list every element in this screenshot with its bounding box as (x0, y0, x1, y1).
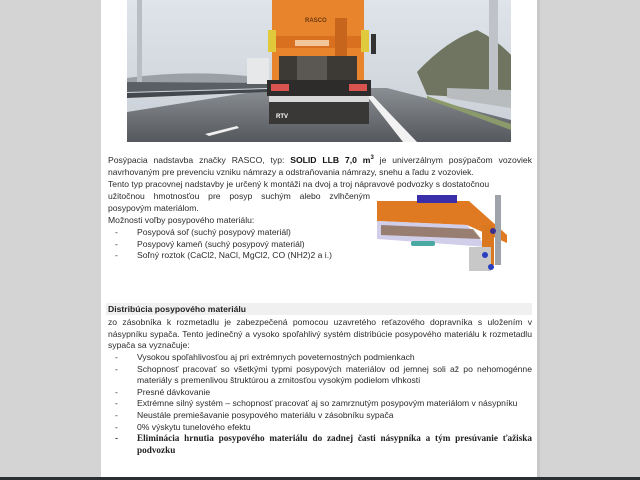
bullet-dash: - (115, 250, 118, 261)
bullet-dash: - (115, 421, 118, 432)
section-heading-distribution: Distribúcia posypového materiálu (106, 303, 532, 315)
list-item: - Neustále premiešavanie posypového materiálu v zásobníku sypača (115, 409, 394, 420)
distribution-features-list (115, 352, 532, 456)
bullet-dash: - (115, 398, 118, 409)
bullet-dash: - (115, 227, 118, 237)
bullet-dash: - (115, 386, 118, 397)
bullet-dash: - (115, 409, 118, 420)
list-item: - Schopnosť pracovať so všetkými typmi posypových materiálov od jemnej soli až po nehomogénne materiály s premenlivou štruktúrou a zrnitosťou vysokým podielom vlhkosti (115, 363, 532, 386)
intro-text-end: je univerzálnym posýpačom vozoviek navrhovaným pre prevenciu vzniku námrazy a odstraňovania námrazy, snehu a ľadu z vozoviek. (108, 155, 533, 177)
materials-heading: Možnosti voľby posypového materiálu: (108, 215, 255, 225)
list-item: - Vysokou spoľahlivosťou aj pri extrémnych poveternostných podmienkach (115, 352, 415, 362)
materials-list (115, 227, 375, 262)
brand-label: RASCO (305, 18, 327, 24)
plate-label: RTV (276, 114, 288, 120)
product-type: SOLID LLB 7,0 $m^3$ (290, 155, 374, 165)
list-item: - Extrémne silný systém – schopnosť pracovať aj so zamrznutým posypovým materiálom v násypníku (115, 398, 518, 409)
distribution-paragraph: zo zásobníka k rozmetadlu je zabezpečená pomocou uzavretého reťazového dopravníka s uložením v násypníku sypača. Tento jedinečný a vysoko spoľahlivý systém distribúcie posypového materiálu k rozmetadlu sypača sa vyznačuje: (108, 317, 532, 351)
list-item: - Posypový kameň (suchý posypový materiál) (115, 238, 305, 249)
bullet-dash: - (115, 238, 118, 249)
intro-line-2: Tento typ pracovnej nadstavby je určený k montáži na dvoj a troj nápravové podvozky s dostatočnou (108, 179, 490, 189)
bullet-dash: - (115, 433, 119, 444)
gritter-truck-photo (127, 0, 511, 142)
intro-line-3: užitočnou hmotnosťou pre posyp suchým alebo zvlhčeným (108, 191, 370, 201)
bullet-dash: - (115, 352, 118, 362)
list-item: - Eliminácia hrnutia posypového materiálu do zadnej časti násypníka a tým presúvanie ťažiska podvozku (115, 433, 532, 455)
document-page (101, 0, 540, 477)
list-item: - Presné dávkovanie (115, 386, 211, 397)
intro-text-start: Posýpacia nadstavba značky RASCO, typ: (108, 155, 291, 165)
intro-line-4: posypovým materiálom. (108, 203, 199, 213)
list-item: - Posypová soľ (suchý posypový materiál) (115, 227, 291, 237)
bullet-dash: - (115, 363, 118, 374)
conveyor-diagram-image (377, 195, 511, 273)
list-item: - 0% výskytu tunelového efektu (115, 421, 251, 432)
intro-paragraph (108, 155, 532, 178)
list-item: - Soľný roztok (CaCl2, NaCl, MgCl2, CO (NH2)2 a i.) (115, 250, 332, 261)
